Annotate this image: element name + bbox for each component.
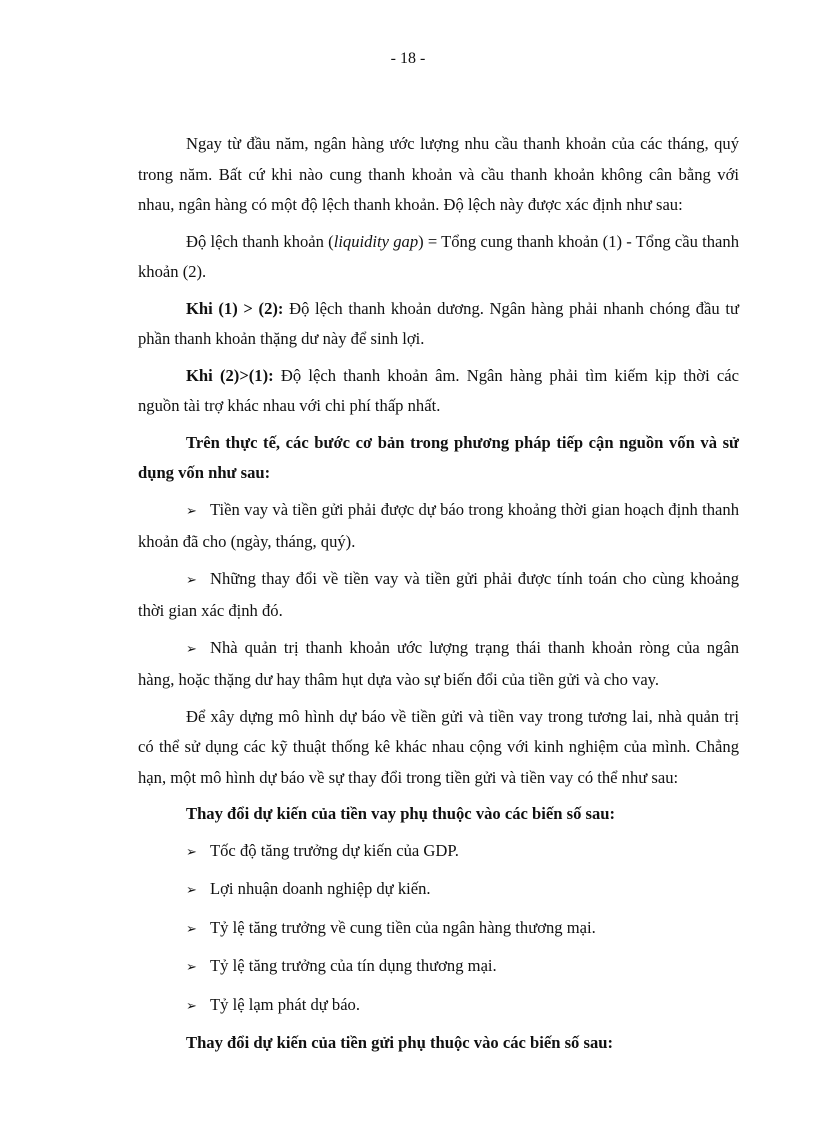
step-text: Những thay đổi về tiền vay và tiền gửi phải được tính toán cho cùng khoảng thời gian xác định đó.: [138, 568, 739, 620]
step-item: [138, 495, 739, 558]
arrow-bullet-icon: ➢: [186, 960, 197, 975]
formula-term-italic: liquidity gap: [333, 231, 419, 251]
paragraph-negative-gap: [138, 361, 739, 422]
formula-text-start: Độ lệch thanh khoản (: [186, 231, 334, 251]
formula-text-end: ) = Tổng cung thanh khoản (1) - Tổng cầu thanh khoản (2).: [138, 231, 739, 281]
step-item: [138, 564, 739, 627]
arrow-bullet-icon: ➢: [186, 883, 197, 898]
arrow-bullet-icon: ➢: [186, 998, 197, 1014]
arrow-bullet-icon: ➢: [186, 572, 197, 588]
positive-gap-label: Khi (1) > (2):: [186, 298, 284, 318]
arrow-bullet-icon: ➢: [186, 503, 197, 519]
loan-factor-text: Tốc độ tăng trưởng dự kiến của GDP.: [210, 840, 459, 860]
arrow-bullet-icon: ➢: [186, 921, 197, 937]
step-text: Nhà quản trị thanh khoản ước lượng trạng thái thanh khoản ròng của ngân hàng, hoặc thặng dư hay thâm hụt dựa vào sự biến đổi của tiền gửi và cho vay.: [138, 637, 739, 689]
page-number: - 18 -: [390, 50, 426, 67]
paragraph-positive-gap: [138, 294, 739, 355]
arrow-bullet-icon: ➢: [186, 844, 197, 860]
loan-factor-text: Lợi nhuận doanh nghiệp dự kiến.: [210, 879, 431, 898]
step-text: Tiền vay và tiền gửi phải được dự báo trong khoảng thời gian hoạch định thanh khoản đã cho (ngày, tháng, quý).: [138, 499, 739, 551]
paragraph-forecast-model: Để xây dựng mô hình dự báo về tiền gửi và tiền vay trong tương lai, nhà quản trị có thể sử dụng các kỹ thuật thống kê khác nhau cộng với kinh nghiệm của mình. Chẳng hạn, một mô hình dự báo về sự thay đổi trong tiền gửi và tiền vay có thể như sau:: [138, 706, 739, 787]
loan-factor-text: Tỷ lệ tăng trưởng của tín dụng thương mại.: [210, 956, 497, 975]
positive-gap-text: Độ lệch thanh khoản dương. Ngân hàng phải nhanh chóng đầu tư phần thanh khoản thặng dư này để sinh lợi.: [138, 298, 739, 348]
paragraph-steps-heading: Trên thực tế, các bước cơ bản trong phương pháp tiếp cận nguồn vốn và sử dụng vốn như sau:: [138, 432, 739, 482]
loan-factor-item: [138, 836, 739, 869]
loan-factor-item: [138, 951, 739, 984]
deposit-factors-heading: Thay đổi dự kiến của tiền gửi phụ thuộc vào các biến số sau:: [186, 1033, 614, 1052]
arrow-bullet-icon: ➢: [186, 641, 197, 657]
loan-factor-item: [138, 990, 739, 1023]
body-text: [138, 129, 739, 1065]
step-item: [138, 633, 739, 696]
paragraph-intro: Ngay từ đầu năm, ngân hàng ước lượng nhu cầu thanh khoản của các tháng, quý trong năm. Bất cứ khi nào cung thanh khoản và cầu thanh khoản không cân bằng với nhau, ngân hàng có một độ lệch thanh khoản. Độ lệch này được xác định như sau:: [138, 134, 739, 214]
paragraph-liquidity-gap-formula: [138, 227, 739, 288]
negative-gap-text: Độ lệch thanh khoản âm. Ngân hàng phải tìm kiếm kịp thời các nguồn tài trợ khác nhau với chi phí thấp nhất.: [138, 365, 739, 415]
loan-factor-text: Tỷ lệ tăng trưởng về cung tiền của ngân hàng thương mại.: [210, 917, 596, 937]
loan-factors-heading: Thay đổi dự kiến của tiền vay phụ thuộc vào các biến số sau:: [186, 804, 616, 823]
loan-factor-item: [138, 913, 739, 946]
loan-factor-text: Tỷ lệ lạm phát dự báo.: [210, 994, 361, 1014]
negative-gap-label: Khi (2)>(1):: [186, 365, 274, 385]
loan-factor-item: [138, 874, 739, 907]
